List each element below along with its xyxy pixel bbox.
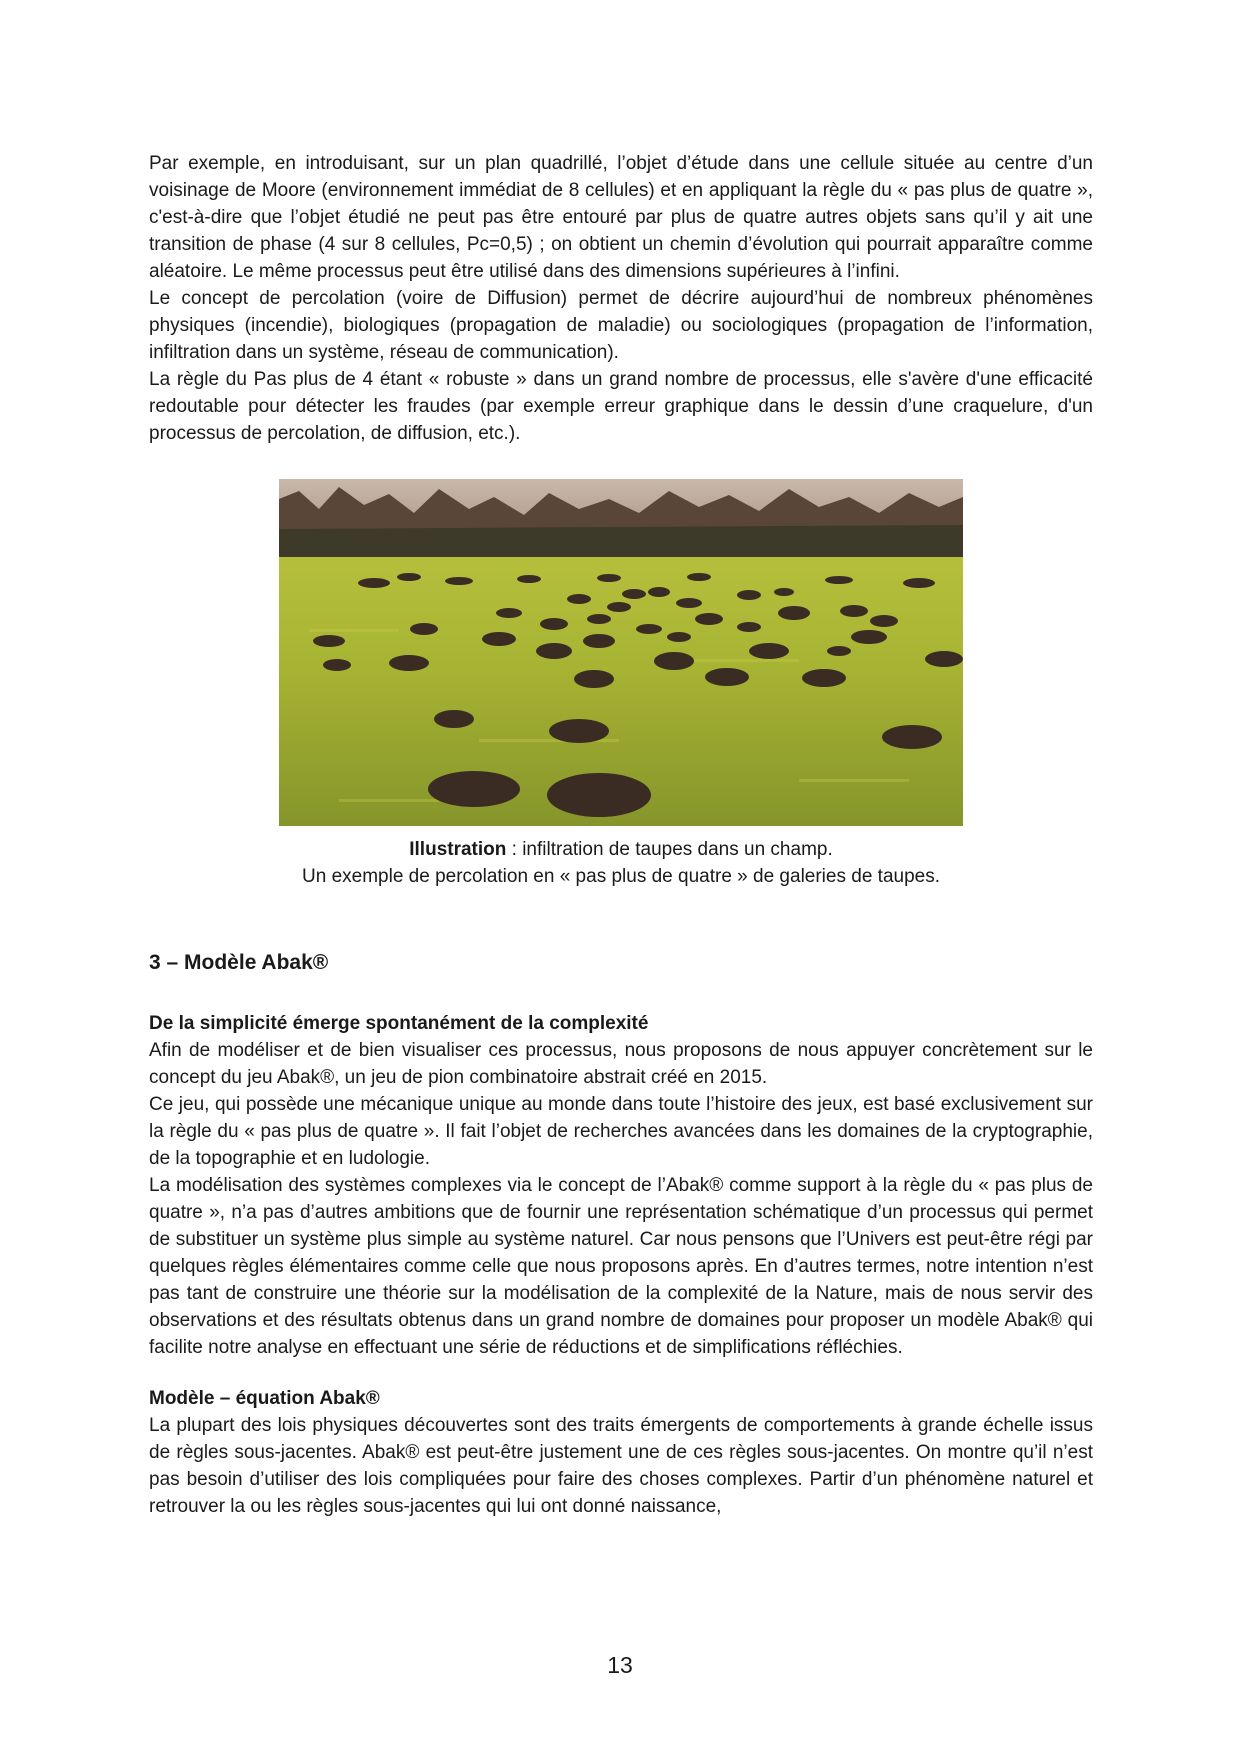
figure-caption-line-2: Un exemple de percolation en « pas plus de quatre » de galeries de taupes. bbox=[302, 866, 940, 887]
figure bbox=[149, 479, 1093, 890]
subsection-2-paragraph-1: La plupart des lois physiques découvertes sont des traits émergents de comportements à grande échelle issus de règles sous-jacentes. Abak® est peut-être justement une de ces règles sous-jacentes. On montre qu’il n’est pas besoin d’utiliser des lois compliquées pour faire des choses complexes. Partir d’un phénomène naturel et retrouver la ou les règles sous-jacentes qui lui ont donné naissance, bbox=[149, 1415, 1093, 1517]
subsection-1-paragraph-3: La modélisation des systèmes complexes via le concept de l’Abak® comme support à la règle du « pas plus de quatre », n’a pas d’autres ambitions que de fournir une représentation schématique d’un processus qui permet de substituer un système plus simple au système naturel. Car nous pensons que l’Univers est peut-être régi par quelques règles élémentaires comme celle que nous proposons après. En d’autres termes, notre intention n’est pas tant de construire une théorie sur la modélisation de la complexité de la Nature, mais de nous servir des observations et des résultats obtenus dans un grand nombre de domaines pour proposer un modèle Abak® qui facilite notre analyse en effectuant une série de réductions et de simplifications réfléchies. bbox=[149, 1175, 1093, 1358]
subsection-1-title: De la simplicité émerge spontanément de la complexité bbox=[149, 1013, 649, 1034]
caption-label: Illustration bbox=[409, 839, 507, 860]
figure-caption-line-1 bbox=[149, 836, 1093, 863]
intro-paragraph-1: Par exemple, en introduisant, sur un plan quadrillé, l’objet d’étude dans une cellule située au centre d’un voisinage de Moore (environnement immédiat de 8 cellules) et en appliquant la règle du « pas plus de quatre », c'est-à-dire que l’objet étudié ne peut pas être entouré par plus de quatre autres objets sans qu’il y ait une transition de phase (4 sur 8 cellules, Pc=0,5) ; on obtient un chemin d’évolution qui pourrait apparaître comme aléatoire. Le même processus peut être utilisé dans des dimensions supérieures à l’infini. bbox=[149, 153, 1093, 282]
document-page bbox=[149, 150, 1093, 1520]
section-title: 3 – Modèle Abak® bbox=[149, 951, 329, 974]
page-number: 13 bbox=[607, 1652, 633, 1678]
intro-paragraph-2: Le concept de percolation (voire de Diffusion) permet de décrire aujourd’hui de nombreux phénomènes physiques (incendie), biologiques (propagation de maladie) ou sociologiques (propagation de l’information, infiltration dans un système, réseau de communication). bbox=[149, 288, 1093, 363]
figure-caption bbox=[149, 836, 1093, 890]
subsection-1-paragraph-2: Ce jeu, qui possède une mécanique unique au monde dans toute l’histoire des jeux, est basé exclusivement sur la règle du « pas plus de quatre ». Il fait l’objet de recherches avancées dans les domaines de la cryptographie, de la topographie et en ludologie. bbox=[149, 1094, 1093, 1169]
subsection-2-title: Modèle – équation Abak® bbox=[149, 1388, 380, 1409]
subsection-1-paragraph-1: Afin de modéliser et de bien visualiser ces processus, nous proposons de nous appuyer concrètement sur le concept du jeu Abak®, un jeu de pion combinatoire abstrait créé en 2015. bbox=[149, 1040, 1093, 1088]
intro-paragraph-3: La règle du Pas plus de 4 étant « robuste » dans un grand nombre de processus, elle s'avère d'une efficacité redoutable pour détecter les fraudes (par exemple erreur graphique dans le dessin d’une craquelure, d'un processus de percolation, de diffusion, etc.). bbox=[149, 369, 1093, 444]
molehill-field-photo bbox=[279, 479, 963, 826]
caption-text: : infiltration de taupes dans un champ. bbox=[506, 839, 833, 860]
